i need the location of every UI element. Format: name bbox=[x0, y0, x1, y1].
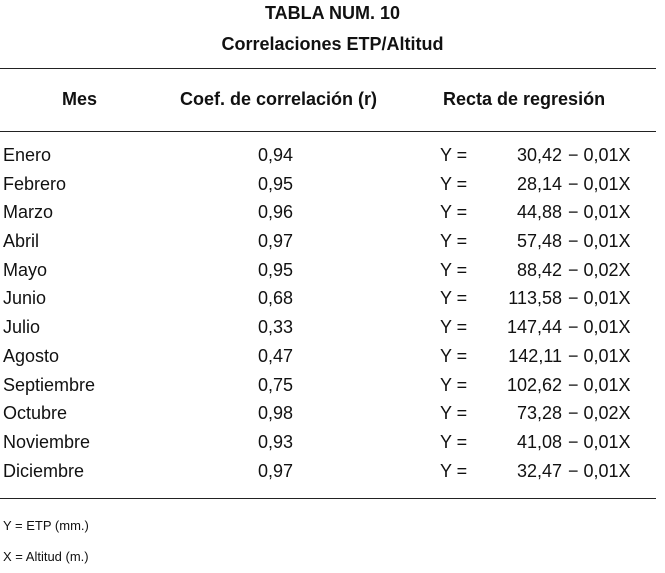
cell-coef: 0,98 bbox=[258, 403, 294, 424]
cell-coef: 0,96 bbox=[258, 202, 294, 223]
cell-coef: 0,94 bbox=[258, 145, 294, 165]
cell-recta bbox=[440, 256, 631, 284]
equation-slope: − 0,01X bbox=[568, 231, 631, 252]
cell-mes: Marzo bbox=[3, 202, 54, 223]
cell-mes: Diciembre bbox=[3, 460, 85, 481]
equation-intercept: 73,28 bbox=[516, 403, 562, 424]
table-row bbox=[0, 141, 665, 170]
note-x-definition: X = Altitud (m.) bbox=[3, 549, 89, 564]
cell-mes: Noviembre bbox=[3, 431, 91, 452]
equation-y: Y = bbox=[440, 173, 468, 194]
top-rule bbox=[0, 68, 656, 69]
equation-y: Y = bbox=[440, 317, 468, 338]
cell-coef: 0,95 bbox=[258, 173, 294, 194]
equation-intercept: 28,14 bbox=[516, 173, 562, 194]
cell-coef: 0,47 bbox=[258, 345, 294, 366]
cell-mes: Enero bbox=[3, 145, 52, 165]
equation-intercept: 102,62 bbox=[506, 374, 562, 395]
equation-intercept: 32,47 bbox=[516, 460, 562, 481]
bottom-rule bbox=[0, 498, 656, 499]
cell-mes: Febrero bbox=[3, 173, 67, 194]
cell-recta bbox=[440, 371, 631, 399]
header-coef-correlacion: Coef. de correlación (r) bbox=[180, 89, 378, 109]
equation-y: Y = bbox=[440, 403, 468, 424]
cell-recta bbox=[440, 227, 631, 255]
header-rule bbox=[0, 131, 656, 132]
equation-slope: − 0,01X bbox=[568, 345, 631, 366]
table-row bbox=[0, 457, 665, 486]
cell-mes: Julio bbox=[3, 317, 41, 338]
cell-recta bbox=[440, 170, 631, 198]
cell-mes: Abril bbox=[3, 231, 40, 252]
equation-intercept: 113,58 bbox=[508, 288, 562, 309]
table-row bbox=[0, 342, 665, 371]
equation-slope: − 0,01X bbox=[568, 173, 631, 194]
equation-y: Y = bbox=[440, 145, 468, 165]
equation-intercept: 44,88 bbox=[516, 202, 562, 223]
table-row bbox=[0, 371, 665, 400]
cell-mes: Octubre bbox=[3, 403, 68, 424]
cell-mes: Mayo bbox=[3, 259, 48, 280]
equation-slope: − 0,01X bbox=[568, 202, 631, 223]
equation-slope: − 0,01X bbox=[568, 317, 631, 338]
cell-coef: 0,68 bbox=[258, 288, 294, 309]
cell-recta bbox=[440, 457, 631, 485]
equation-y: Y = bbox=[440, 202, 468, 223]
equation-slope: − 0,01X bbox=[568, 288, 631, 309]
cell-recta bbox=[440, 313, 631, 341]
cell-recta bbox=[440, 141, 631, 169]
cell-coef: 0,95 bbox=[258, 259, 294, 280]
header-mes: Mes bbox=[62, 89, 98, 109]
table-row bbox=[0, 170, 665, 199]
equation-y: Y = bbox=[440, 231, 468, 252]
cell-recta bbox=[440, 284, 631, 312]
note-y-definition: Y = ETP (mm.) bbox=[3, 518, 89, 533]
cell-recta bbox=[440, 198, 631, 226]
table-row bbox=[0, 256, 665, 285]
equation-y: Y = bbox=[440, 345, 468, 366]
equation-slope: − 0,01X bbox=[568, 145, 631, 165]
cell-mes: Agosto bbox=[3, 345, 60, 366]
cell-recta bbox=[440, 342, 631, 370]
cell-coef: 0,93 bbox=[258, 431, 294, 452]
equation-y: Y = bbox=[440, 288, 468, 309]
equation-slope: − 0,02X bbox=[568, 403, 631, 424]
equation-y: Y = bbox=[440, 431, 468, 452]
table-body bbox=[0, 141, 665, 485]
equation-intercept: 30,42 bbox=[516, 145, 562, 165]
equation-y: Y = bbox=[440, 374, 468, 395]
table-row bbox=[0, 284, 665, 313]
cell-mes: Septiembre bbox=[3, 374, 96, 395]
equation-intercept: 147,44 bbox=[506, 317, 562, 338]
cell-coef: 0,75 bbox=[258, 374, 294, 395]
cell-coef: 0,33 bbox=[258, 317, 294, 338]
equation-intercept: 88,42 bbox=[516, 259, 562, 280]
table-row bbox=[0, 399, 665, 428]
table-row bbox=[0, 313, 665, 342]
table-row bbox=[0, 198, 665, 227]
cell-recta bbox=[440, 399, 631, 427]
table-subtitle: Correlaciones ETP/Altitud bbox=[221, 34, 444, 54]
header-recta-regresion: Recta de regresión bbox=[443, 89, 606, 109]
equation-slope: − 0,02X bbox=[568, 259, 631, 280]
table-title: TABLA NUM. 10 bbox=[265, 3, 400, 23]
table-row bbox=[0, 428, 665, 457]
equation-intercept: 142,11 bbox=[508, 345, 562, 366]
table-row bbox=[0, 227, 665, 256]
equation-y: Y = bbox=[440, 259, 468, 280]
equation-slope: − 0,01X bbox=[568, 374, 631, 395]
equation-intercept: 41,08 bbox=[516, 431, 562, 452]
equation-slope: − 0,01X bbox=[568, 431, 631, 452]
equation-intercept: 57,48 bbox=[516, 231, 562, 252]
cell-coef: 0,97 bbox=[258, 460, 294, 481]
cell-mes: Junio bbox=[3, 288, 47, 309]
cell-coef: 0,97 bbox=[258, 231, 294, 252]
cell-recta bbox=[440, 428, 631, 456]
equation-y: Y = bbox=[440, 460, 468, 481]
equation-slope: − 0,01X bbox=[568, 460, 631, 481]
